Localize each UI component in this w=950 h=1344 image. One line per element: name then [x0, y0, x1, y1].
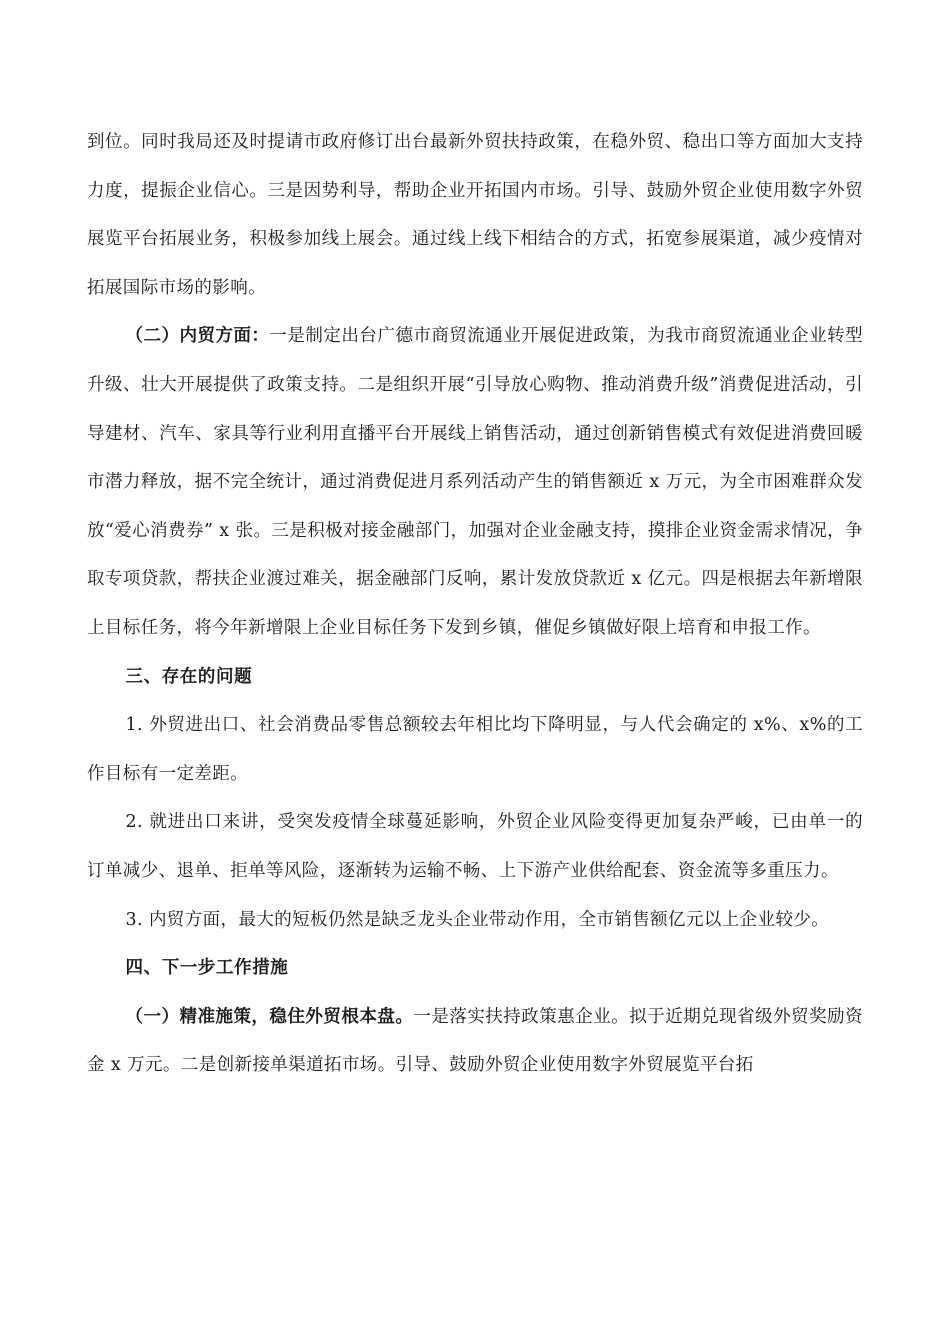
section-heading-problems: 三、存在的问题 [125, 666, 253, 687]
problem-item-1: 1. 外贸进出口、社会消费品零售总额较去年相比均下降明显，与人代会确定的 x%、x%的工作目标有一定差距。 [87, 715, 863, 784]
document-body [87, 118, 863, 1090]
section-heading-next-steps: 四、下一步工作措施 [125, 958, 289, 979]
paragraph-domestic-trade-body: 一是制定出台广德市商贸流通业开展促进政策，为我市商贸流通业企业转型升级、壮大开展提供了政策支持。二是组织开展“引导放心购物、推动消费升级”消费促进活动，引导建材、汽车、家具等行业利用直播平台开展线上销售活动，通过创新销售模式有效促进消费回暖市潜力释放，据不完全统计，通过消费促进月系列活动产生的销售额近 x 万元，为全市困难群众发放“爱心消费券” x 张。三是积极对接金融部门，加强对企业金融支持，摸排企业资金需求情况，争取专项贷款，帮扶企业渡过难关，据金融部门反响，累计发放贷款近 x 亿元。四是根据去年新增限上目标任务，将今年新增限上企业目标任务下发到乡镇，催促乡镇做好限上培育和申报工作。 [87, 326, 863, 638]
paragraph-foreign-trade-continued: 到位。同时我局还及时提请市政府修订出台最新外贸扶持政策，在稳外贸、稳出口等方面加大支持力度，提振企业信心。三是因势利导，帮助企业开拓国内市场。引导、鼓励外贸企业使用数字外贸展览平台拓展业务，积极参加线上展会。通过线上线下相结合的方式，拓宽参展渠道，减少疫情对拓展国际市场的影响。 [87, 132, 863, 298]
problem-item-2: 2. 就进出口来讲，受突发疫情全球蔓延影响，外贸企业风险变得更加复杂严峻，已由单一的订单减少、退单、拒单等风险，逐渐转为运输不畅、上下游产业供给配套、资金流等多重压力。 [87, 812, 863, 881]
paragraph-domestic-trade [87, 312, 863, 652]
paragraph-precise-policy [87, 993, 863, 1090]
paragraph-domestic-trade-lead: （二）内贸方面： [125, 326, 270, 347]
paragraph-precise-policy-lead: （一）精准施策，稳住外贸根本盘。 [125, 1006, 414, 1027]
paragraph-precise-policy-body: 一是落实扶持政策惠企业。拟于近期兑现省级外贸奖励资金 x 万元。二是创新接单渠道拓市场。引导、鼓励外贸企业使用数字外贸展览平台拓 [87, 1006, 863, 1076]
problem-item-3: 3. 内贸方面，最大的短板仍然是缺乏龙头企业带动作用，全市销售额亿元以上企业较少。 [125, 909, 830, 930]
